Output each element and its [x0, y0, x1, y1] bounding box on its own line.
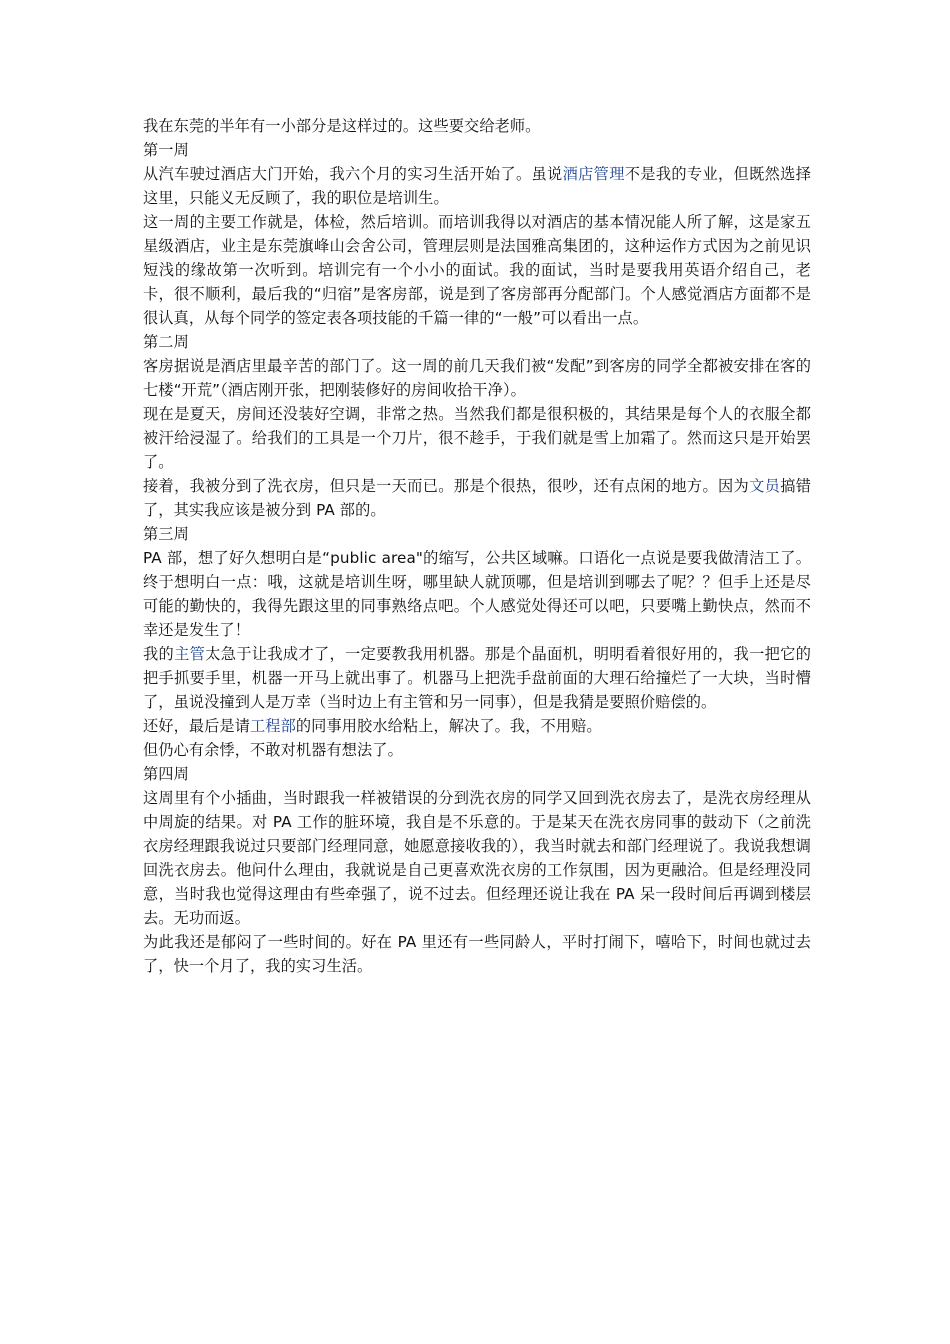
week3-p3-text-a: 还好，最后是请 — [143, 717, 251, 735]
week3-paragraph-1: PA 部，想了好久想明白是“public area"的缩写，公共区域嘛。口语化一点说是要我做清洁工了。终于想明白一点：哦，这就是培训生呀，哪里缺人就顶哪，但是培训到哪去了呢？？但手上还是尽可能的勤快的，我得先跟这里的同事熟络点吧。个人感觉处得还可以吧，只要嘴上勤快点，然而不幸还是发生了！ — [143, 549, 811, 639]
week3-p3-text-b: 的同事用胶水给粘上，解决了。我，不用赔。 — [295, 717, 602, 735]
week1-paragraph-1 — [143, 162, 811, 210]
link-engineering-dept[interactable]: 工程部 — [250, 717, 296, 735]
document-body — [143, 114, 811, 978]
week2-p3-text-b: 搞错了，其实我应该是被分到 PA 部的。 — [143, 477, 812, 519]
week3-p2-text-b: 太急于让我成才了，一定要教我用机器。那是个晶面机，明明看着很好用的，我一把它的把手抓要手里，机器一开马上就出事了。机器马上把洗手盘前面的大理石给撞烂了一大块，当时懵了，虽说没撞到人是万幸（当时边上有主管和另一同事），但是我猜是要照价赔偿的。 — [143, 645, 812, 711]
week3-p2-text-a: 我的 — [143, 645, 175, 663]
week2-paragraph-2: 现在是夏天，房间还没装好空调，非常之热。当然我们都是很积极的，其结果是每个人的衣服全都被汗给浸湿了。给我们的工具是一个刀片，很不趁手，于我们就是雪上加霜了。然而这只是开始罢了。 — [143, 405, 811, 471]
week4-paragraph-1: 这周里有个小插曲，当时跟我一样被错误的分到洗衣房的同学又回到洗衣房去了，是洗衣房经理从中周旋的结果。对 PA 工作的脏环境，我自是不乐意的。于是某天在洗衣房同事的鼓动下（之前洗衣房经理跟我说过只要部门经理同意，她愿意接收我的），我当时就去和部门经理说了。我说我想调回洗衣房去。他问什么理由，我就说是自己更喜欢洗衣房的工作氛围，因为更融洽。但是经理没同意，当时我也觉得这理由有些牵强了，说不过去。但经理还说让我在 PA 呆一段时间后再调到楼层去。无功而返。 — [143, 789, 811, 927]
week3-paragraph-2 — [143, 642, 811, 714]
week2-paragraph-3 — [143, 474, 811, 522]
week1-p1-text-a: 从汽车驶过酒店大门开始，我六个月的实习生活开始了。虽说 — [143, 165, 563, 183]
week1-paragraph-2: 这一周的主要工作就是，体检，然后培训。而培训我得以对酒店的基本情况能人所了解，这是家五星级酒店，业主是东莞旗峰山会舍公司，管理层则是法国雅高集团的，这种运作方式因为之前见识短浅的缘故第一次听到。培训完有一个小小的面试。我的面试，当时是要我用英语介绍自己，老卡，很不顺利，最后我的“归宿”是客房部，说是到了客房部再分配部门。个人感觉酒店方面都不是很认真，从每个同学的签定表各项技能的千篇一律的“一般”可以看出一点。 — [143, 213, 811, 327]
link-clerk[interactable]: 文员 — [749, 477, 781, 495]
week3-paragraph-4: 但仍心有余悸，不敢对机器有想法了。 — [143, 741, 403, 759]
week4-heading: 第四周 — [143, 765, 189, 783]
week3-heading: 第三周 — [143, 525, 189, 543]
link-supervisor[interactable]: 主管 — [174, 645, 206, 663]
week1-heading: 第一周 — [143, 141, 189, 159]
week2-p3-text-a: 接着，我被分到了洗衣房，但只是一天而已。那是个很热，很吵，还有点闲的地方。因为 — [143, 477, 750, 495]
week2-paragraph-1: 客房据说是酒店里最辛苦的部门了。这一周的前几天我们被“发配”到客房的同学全都被安排在客的七楼“开荒”（酒店刚开张，把刚装修好的房间收拾干净）。 — [143, 357, 811, 399]
link-hotel-management[interactable]: 酒店管理 — [562, 165, 625, 183]
week4-paragraph-2: 为此我还是郁闷了一些时间的。好在 PA 里还有一些同龄人，平时打闹下，嘻哈下，时间也就过去了，快一个月了，我的实习生活。 — [143, 933, 811, 975]
week2-heading: 第二周 — [143, 333, 189, 351]
week3-paragraph-3 — [143, 714, 811, 738]
week1-p1-text-b: 不是我的专业，但既然选择这里，只能义无反顾了，我的职位是培训生。 — [143, 165, 811, 207]
intro-paragraph: 我在东莞的半年有一小部分是这样过的。这些要交给老师。 — [143, 117, 541, 135]
